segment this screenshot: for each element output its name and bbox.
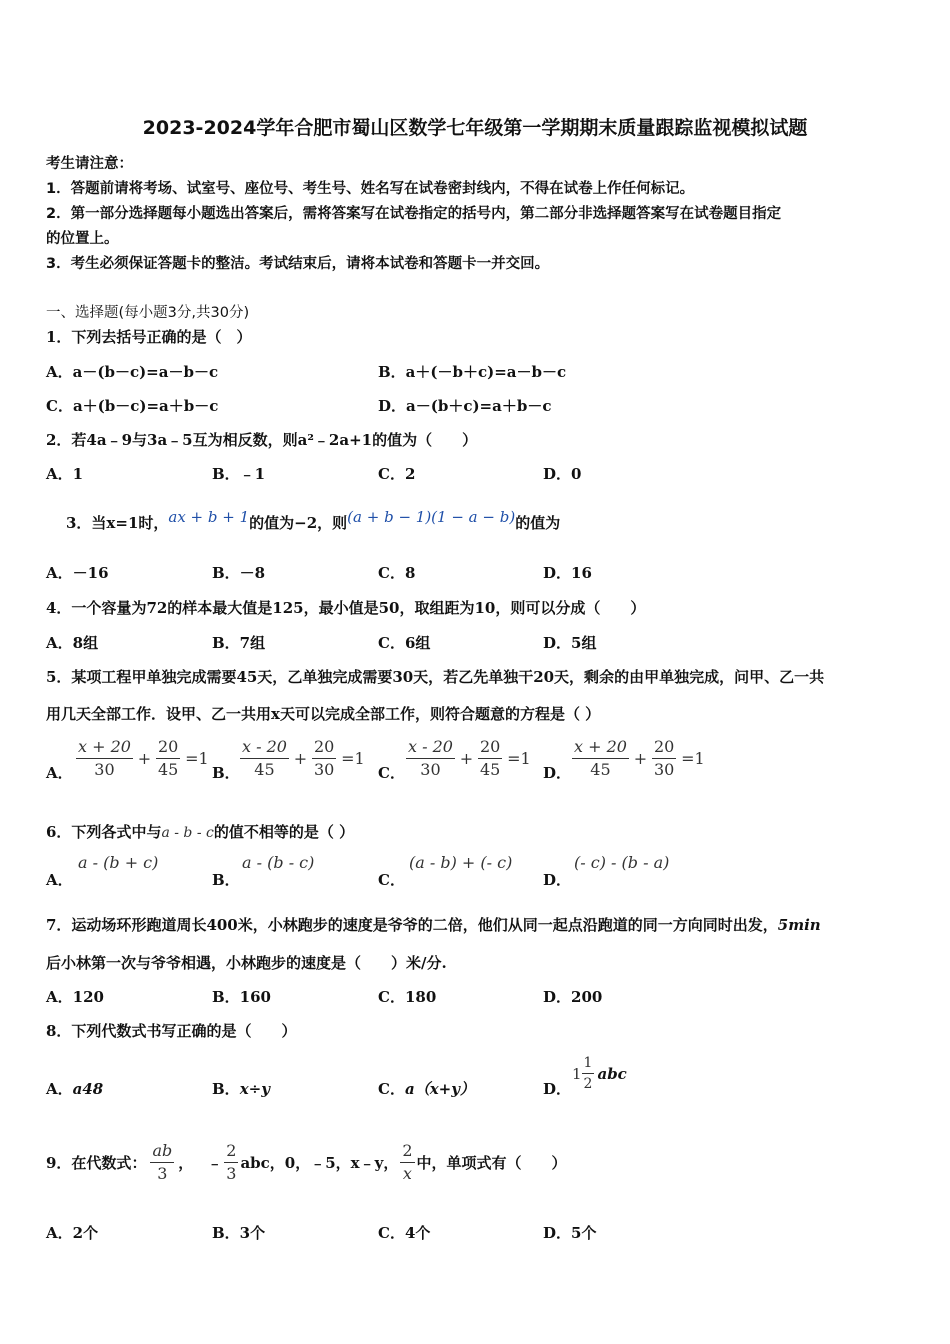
question-5-option-b-label: B． <box>212 764 240 782</box>
question-1-option-d: D．a－(b＋c)=a＋b－c <box>378 397 552 415</box>
question-5-option-a: $\frac{x + 20}{30}$ + $\frac{20}{45}$ =1 <box>78 737 209 779</box>
question-1-option-c: C．a＋(b－c)=a＋b－c <box>46 397 219 415</box>
section-heading: 一、选择题(每小题3分,共30分) <box>46 305 250 321</box>
question-5-option-a-label: A． <box>46 764 73 782</box>
question-2-option-c: C．2 <box>378 465 416 483</box>
question-6-option-c: (a - b) + (- c) <box>409 853 513 872</box>
fraction: $\frac{1}{2}$ <box>583 1055 593 1092</box>
question-3-pre: 3．当x=1时， <box>66 514 169 532</box>
question-2-option-d: D．0 <box>543 465 582 483</box>
question-2-option-b: B．﹣1 <box>212 465 266 483</box>
question-5-option-b: $\frac{x - 20}{45}$ + $\frac{20}{30}$ =1 <box>242 737 365 779</box>
question-4-option-c: C．6组 <box>378 634 431 652</box>
fraction: $\frac{x + 20}{45}$ <box>574 737 627 779</box>
question-8-option-c: C．a（x+y） <box>378 1080 475 1098</box>
question-9-option-c: C．4个 <box>378 1224 431 1242</box>
fraction: $\frac{x + 20}{30}$ <box>78 737 131 779</box>
question-2-stem: 2．若4a﹣9与3a﹣5互为相反数，则a²﹣2a+1的值为（ ） <box>46 431 478 449</box>
question-1-option-a: A．a－(b－c)=a－b－c <box>46 363 219 381</box>
question-7-unit: 5min <box>777 916 821 934</box>
question-6-option-d: (- c) - (b - a) <box>574 853 670 872</box>
question-8-option-b: B．x÷y <box>212 1080 270 1098</box>
question-3-stem <box>66 508 561 533</box>
question-6-option-c-label: C． <box>378 871 405 889</box>
question-3-option-a: A．－16 <box>46 564 109 582</box>
question-1-option-b: B．a＋(－b＋c)=a－b－c <box>378 363 567 381</box>
notice-line-2b: 的位置上。 <box>46 231 119 247</box>
question-3-post: 的值为 <box>515 514 561 532</box>
question-6-option-d-label: D． <box>543 871 572 889</box>
fraction: $\frac{x - 20}{45}$ <box>242 737 287 779</box>
question-8-option-a: A．a48 <box>46 1080 104 1098</box>
question-7-option-b: B．160 <box>212 988 271 1006</box>
question-6-option-b: a - (b - c) <box>242 853 315 872</box>
question-3-mid: 的值为−2，则 <box>249 514 348 532</box>
question-6-option-b-label: B． <box>212 871 240 889</box>
question-4-option-b: B．7组 <box>212 634 266 652</box>
fraction: $\frac{ab}{3}$ <box>152 1140 173 1183</box>
notice-line-1: 1．答题前请将考场、试室号、座位号、考生号、姓名写在试卷密封线内，不得在试卷上作任何标记。 <box>46 181 695 197</box>
notice-line-2a: 2．第一部分选择题每小题选出答案后，需将答案写在试卷指定的括号内，第二部分非选择题答案写在试卷题目指定 <box>46 206 782 222</box>
question-4-option-a: A．8组 <box>46 634 99 652</box>
question-7-line-1: 7．运动场环形跑道周长400米，小林跑步的速度是爷爷的二倍，他们从同一起点沿跑道的同一方向同时出发，5min <box>46 916 821 934</box>
question-2-option-a: A．1 <box>46 465 84 483</box>
fraction: $\frac{2}{3}$ <box>226 1140 237 1183</box>
question-8-option-d: 1 $\frac{1}{2}$ abc <box>572 1055 627 1092</box>
fraction: $\frac{2}{x}$ <box>402 1140 413 1183</box>
question-5-line-1: 5．某项工程甲单独完成需要45天，乙单独完成需要30天，若乙先单独干20天，剩余的由甲单独完成，问甲、乙一共 <box>46 668 825 686</box>
page-title: 2023-2024学年合肥市蜀山区数学七年级第一学期期末质量跟踪监视模拟试题 <box>142 117 808 139</box>
question-8-option-d-label: D． <box>543 1080 572 1098</box>
question-5-option-d-label: D． <box>543 764 572 782</box>
question-6-option-a-label: A． <box>46 871 73 889</box>
question-9-stem: 9．在代数式： $\frac{ab}{3}$ ， ﹣ $\frac{2}{3}$ abc，0，﹣5，x﹣y， $\frac{2}{x}$ 中，单项式有（ ） <box>46 1140 567 1183</box>
fraction: $\frac{20}{30}$ <box>313 737 335 779</box>
question-6-expr: a - b - c <box>161 825 214 841</box>
question-3-option-b: B．－8 <box>212 564 266 582</box>
question-3-expr-2: (a + b − 1)(1 − a − b) <box>347 508 516 526</box>
fraction: $\frac{x - 20}{30}$ <box>408 737 453 779</box>
fraction: $\frac{20}{45}$ <box>479 737 501 779</box>
fraction: $\frac{20}{45}$ <box>157 737 179 779</box>
fraction: $\frac{20}{30}$ <box>653 737 675 779</box>
notice-line-3: 3．考生必须保证答题卡的整洁。考试结束后，请将本试卷和答题卡一并交回。 <box>46 256 550 272</box>
question-5-option-d: $\frac{x + 20}{45}$ + $\frac{20}{30}$ =1 <box>574 737 705 779</box>
question-3-option-d: D．16 <box>543 564 592 582</box>
question-7-line-2: 后小林第一次与爷爷相遇，小林跑步的速度是（ ）米/分. <box>46 954 447 972</box>
question-4-option-d: D．5组 <box>543 634 597 652</box>
question-5-option-c: $\frac{x - 20}{30}$ + $\frac{20}{45}$ =1 <box>408 737 531 779</box>
question-4-stem: 4．一个容量为72的样本最大值是125，最小值是50，取组距为10，则可以分成（ ） <box>46 599 646 617</box>
question-7-option-a: A．120 <box>46 988 104 1006</box>
question-3-expr-1: ax + b + 1 <box>168 508 250 526</box>
question-9-option-a: A．2个 <box>46 1224 99 1242</box>
question-5-option-c-label: C． <box>378 764 405 782</box>
notice-heading: 考生请注意： <box>46 156 133 172</box>
question-7-option-c: C．180 <box>378 988 437 1006</box>
question-3-option-c: C．8 <box>378 564 416 582</box>
question-9-option-d: D．5个 <box>543 1224 597 1242</box>
question-6-stem: 6．下列各式中与a - b - c的值不相等的是（ ） <box>46 823 355 841</box>
question-6-option-a: a - (b + c) <box>78 853 159 872</box>
question-1-stem: 1．下列去括号正确的是（ ） <box>46 328 252 346</box>
question-7-option-d: D．200 <box>543 988 603 1006</box>
question-8-stem: 8．下列代数式书写正确的是（ ） <box>46 1022 297 1040</box>
question-9-option-b: B．3个 <box>212 1224 266 1242</box>
question-5-line-2: 用几天全部工作．设甲、乙一共用x天可以完成全部工作，则符合题意的方程是（ ） <box>46 705 601 723</box>
